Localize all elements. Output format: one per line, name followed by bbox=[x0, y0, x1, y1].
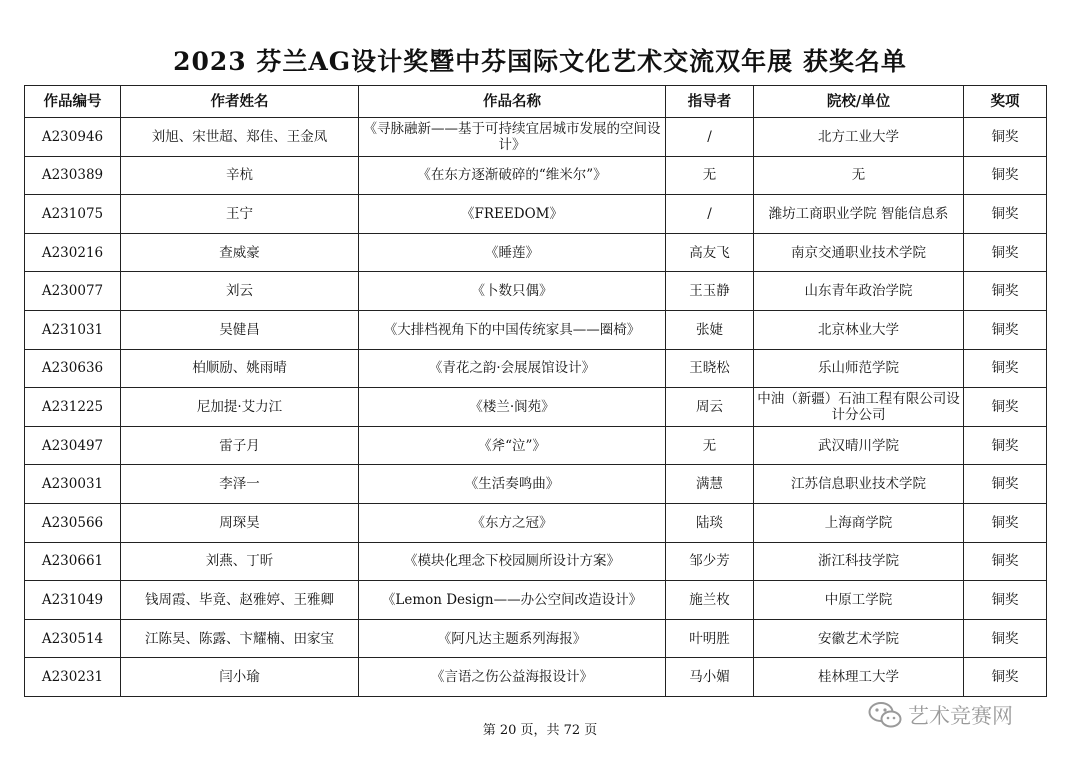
work-title-cell: 《生活奏鸣曲》 bbox=[359, 465, 666, 504]
header-cell: 奖项 bbox=[964, 86, 1047, 118]
work-title-cell: 《FREEDOM》 bbox=[359, 195, 666, 234]
author-cell: 李泽一 bbox=[121, 465, 359, 504]
institution-cell: 桂林理工大学 bbox=[754, 658, 964, 697]
entry-id-cell: A230031 bbox=[25, 465, 121, 504]
entry-id-cell: A230566 bbox=[25, 503, 121, 542]
advisor-cell: 周云 bbox=[666, 388, 754, 427]
institution-cell: 武汉晴川学院 bbox=[754, 426, 964, 465]
watermark bbox=[868, 700, 1013, 730]
entry-id-cell: A231075 bbox=[25, 195, 121, 234]
institution-cell: 乐山师范学院 bbox=[754, 349, 964, 388]
work-title-cell: 《东方之冠》 bbox=[359, 503, 666, 542]
author-cell: 江陈昊、陈露、卞耀楠、田家宝 bbox=[121, 619, 359, 658]
entry-id-cell: A231031 bbox=[25, 310, 121, 349]
table-row bbox=[25, 542, 1047, 581]
work-title-cell: 《斧“泣”》 bbox=[359, 426, 666, 465]
table-row bbox=[25, 195, 1047, 234]
entry-id-cell: A230514 bbox=[25, 619, 121, 658]
work-title-cell: 《Lemon Design——办公空间改造设计》 bbox=[359, 581, 666, 620]
author-cell: 柏顺励、姚雨晴 bbox=[121, 349, 359, 388]
award-cell: 铜奖 bbox=[964, 195, 1047, 234]
work-title-cell: 《睡莲》 bbox=[359, 233, 666, 272]
author-cell: 雷子月 bbox=[121, 426, 359, 465]
institution-cell: 潍坊工商职业学院 智能信息系 bbox=[754, 195, 964, 234]
table-row bbox=[25, 426, 1047, 465]
entry-id-cell: A230497 bbox=[25, 426, 121, 465]
author-cell: 刘云 bbox=[121, 272, 359, 311]
entry-id-cell: A230077 bbox=[25, 272, 121, 311]
author-cell: 刘旭、宋世超、郑佳、王金凤 bbox=[121, 118, 359, 157]
advisor-cell: 王玉静 bbox=[666, 272, 754, 311]
table-row bbox=[25, 272, 1047, 311]
advisor-cell: / bbox=[666, 195, 754, 234]
table-header-row bbox=[25, 86, 1047, 118]
award-cell: 铜奖 bbox=[964, 658, 1047, 697]
entry-id-cell: A230946 bbox=[25, 118, 121, 157]
page-footer: 第 20 页，共 72 页 bbox=[482, 723, 598, 738]
author-cell: 查威豪 bbox=[121, 233, 359, 272]
table-row bbox=[25, 349, 1047, 388]
institution-cell: 南京交通职业技术学院 bbox=[754, 233, 964, 272]
author-cell: 辛杭 bbox=[121, 156, 359, 195]
advisor-cell: 无 bbox=[666, 156, 754, 195]
author-cell: 王宁 bbox=[121, 195, 359, 234]
work-title-cell: 《楼兰·阆苑》 bbox=[359, 388, 666, 427]
entry-id-cell: A231225 bbox=[25, 388, 121, 427]
advisor-cell: 马小媚 bbox=[666, 658, 754, 697]
work-title-cell: 《言语之伤公益海报设计》 bbox=[359, 658, 666, 697]
institution-cell: 中原工学院 bbox=[754, 581, 964, 620]
institution-cell: 北京林业大学 bbox=[754, 310, 964, 349]
award-cell: 铜奖 bbox=[964, 426, 1047, 465]
institution-cell: 中油（新疆）石油工程有限公司设计分公司 bbox=[754, 388, 964, 427]
wechat-icon bbox=[868, 701, 902, 729]
award-cell: 铜奖 bbox=[964, 310, 1047, 349]
award-cell: 铜奖 bbox=[964, 388, 1047, 427]
award-cell: 铜奖 bbox=[964, 233, 1047, 272]
work-title-cell: 《卜数只偶》 bbox=[359, 272, 666, 311]
table-row bbox=[25, 581, 1047, 620]
advisor-cell: 陆琰 bbox=[666, 503, 754, 542]
work-title-cell: 《在东方逐渐破碎的“维米尔”》 bbox=[359, 156, 666, 195]
work-title-cell: 《寻脉融新——基于可持续宜居城市发展的空间设计》 bbox=[359, 118, 666, 157]
table-row bbox=[25, 619, 1047, 658]
institution-cell: 安徽艺术学院 bbox=[754, 619, 964, 658]
work-title-cell: 《阿凡达主题系列海报》 bbox=[359, 619, 666, 658]
table-row bbox=[25, 658, 1047, 697]
award-cell: 铜奖 bbox=[964, 503, 1047, 542]
award-cell: 铜奖 bbox=[964, 118, 1047, 157]
advisor-cell: 施兰枚 bbox=[666, 581, 754, 620]
entry-id-cell: A230231 bbox=[25, 658, 121, 697]
entry-id-cell: A230636 bbox=[25, 349, 121, 388]
award-cell: 铜奖 bbox=[964, 272, 1047, 311]
entry-id-cell: A230389 bbox=[25, 156, 121, 195]
table-row bbox=[25, 156, 1047, 195]
advisor-cell: 邹少芳 bbox=[666, 542, 754, 581]
work-title-cell: 《模块化理念下校园厕所设计方案》 bbox=[359, 542, 666, 581]
entry-id-cell: A230661 bbox=[25, 542, 121, 581]
header-cell: 作品名称 bbox=[359, 86, 666, 118]
advisor-cell: 高友飞 bbox=[666, 233, 754, 272]
award-cell: 铜奖 bbox=[964, 581, 1047, 620]
advisor-cell: 满慧 bbox=[666, 465, 754, 504]
advisor-cell: 无 bbox=[666, 426, 754, 465]
award-cell: 铜奖 bbox=[964, 619, 1047, 658]
award-cell: 铜奖 bbox=[964, 349, 1047, 388]
watermark-text: 艺术竞赛网 bbox=[908, 704, 1013, 728]
author-cell: 吴健昌 bbox=[121, 310, 359, 349]
author-cell: 周琛昊 bbox=[121, 503, 359, 542]
institution-cell: 山东青年政治学院 bbox=[754, 272, 964, 311]
institution-cell: 北方工业大学 bbox=[754, 118, 964, 157]
entry-id-cell: A231049 bbox=[25, 581, 121, 620]
advisor-cell: 王晓松 bbox=[666, 349, 754, 388]
advisor-cell: / bbox=[666, 118, 754, 157]
work-title-cell: 《青花之韵·会展展馆设计》 bbox=[359, 349, 666, 388]
advisor-cell: 张婕 bbox=[666, 310, 754, 349]
author-cell: 刘燕、丁昕 bbox=[121, 542, 359, 581]
table-row bbox=[25, 118, 1047, 157]
award-cell: 铜奖 bbox=[964, 465, 1047, 504]
table-row bbox=[25, 465, 1047, 504]
header-cell: 作者姓名 bbox=[121, 86, 359, 118]
entry-id-cell: A230216 bbox=[25, 233, 121, 272]
header-cell: 作品编号 bbox=[25, 86, 121, 118]
award-cell: 铜奖 bbox=[964, 542, 1047, 581]
table-row bbox=[25, 233, 1047, 272]
header-cell: 院校/单位 bbox=[754, 86, 964, 118]
table-row bbox=[25, 503, 1047, 542]
table-row bbox=[25, 388, 1047, 427]
author-cell: 闫小瑜 bbox=[121, 658, 359, 697]
institution-cell: 江苏信息职业技术学院 bbox=[754, 465, 964, 504]
institution-cell: 浙江科技学院 bbox=[754, 542, 964, 581]
page-title: 2023 芬兰AG设计奖暨中芬国际文化艺术交流双年展 获奖名单 bbox=[173, 47, 907, 76]
advisor-cell: 叶明胜 bbox=[666, 619, 754, 658]
award-table bbox=[24, 85, 1047, 697]
author-cell: 钱周霞、毕竟、赵雅婷、王雅卿 bbox=[121, 581, 359, 620]
author-cell: 尼加提·艾力江 bbox=[121, 388, 359, 427]
institution-cell: 无 bbox=[754, 156, 964, 195]
institution-cell: 上海商学院 bbox=[754, 503, 964, 542]
table-row bbox=[25, 310, 1047, 349]
award-cell: 铜奖 bbox=[964, 156, 1047, 195]
header-cell: 指导者 bbox=[666, 86, 754, 118]
work-title-cell: 《大排档视角下的中国传统家具——圈椅》 bbox=[359, 310, 666, 349]
